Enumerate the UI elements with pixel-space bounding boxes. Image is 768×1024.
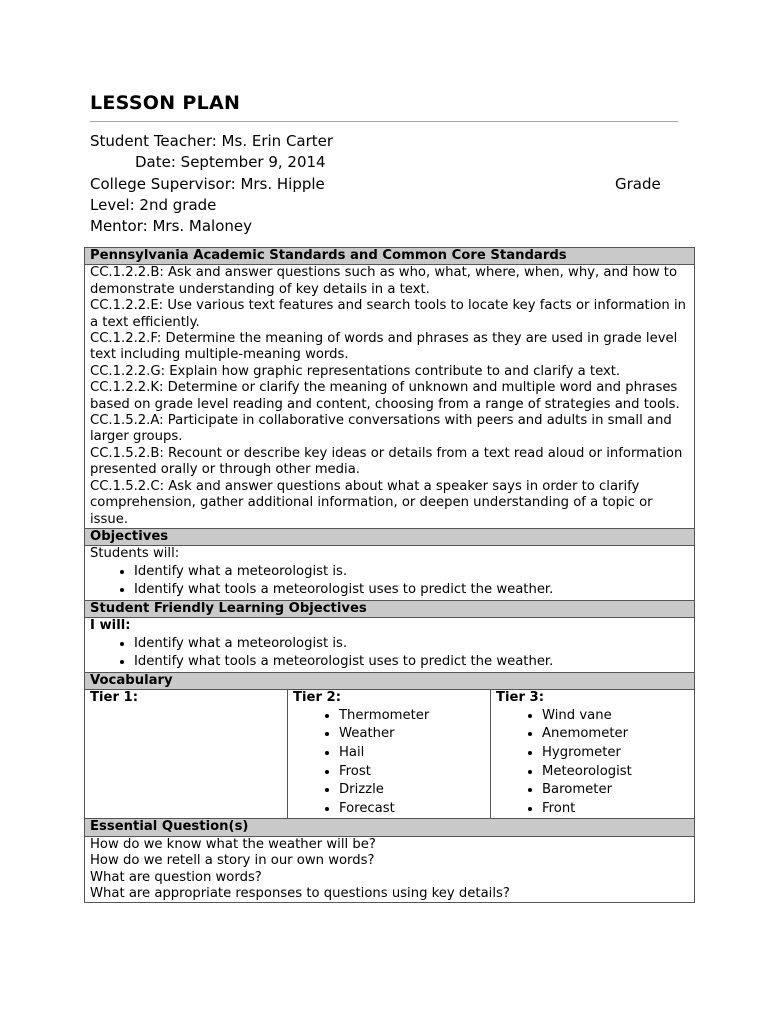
college-supervisor-line [90, 174, 680, 195]
tier3-cell [491, 690, 695, 819]
objectives-intro: Students will: [90, 546, 180, 562]
standard-item: CC.1.2.2.F: Determine the meaning of words and phrases as they are used in grade level text including multiple-meaning words. [90, 331, 678, 363]
tier2-list [293, 707, 485, 819]
essential-questions-cell [85, 836, 695, 903]
list-item: • Thermometer [339, 707, 485, 726]
student-objectives-heading: Student Friendly Learning Objectives [85, 600, 695, 617]
list-item: • Identify what tools a meteorologist uses to predict the weather. [134, 581, 689, 600]
vocabulary-heading: Vocabulary [85, 672, 695, 689]
objectives-cell [85, 546, 695, 601]
question-item: What are appropriate responses to questions using key details? [90, 885, 510, 901]
list-item: • Forecast [339, 800, 485, 819]
list-item: • Drizzle [339, 781, 485, 800]
title-divider [90, 121, 678, 122]
standard-item: CC.1.2.2.B: Ask and answer questions such as who, what, where, when, why, and how to demonstrate understanding of key details in a text. [90, 265, 678, 297]
list-item: • Identify what tools a meteorologist uses to predict the weather. [134, 653, 689, 672]
level-line: Level: 2nd grade [90, 195, 217, 214]
list-item: • Meteorologist [542, 763, 689, 782]
standard-item: CC.1.2.2.K: Determine or clarify the meaning of unknown and multiple word and phrases based on grade level reading and content, choosing from a range of strategies and tools. [90, 380, 680, 412]
grade-label: Grade [615, 174, 661, 193]
student-objectives-intro: I will: [90, 618, 131, 634]
list-item: • Weather [339, 725, 485, 744]
student-teacher-line: Student Teacher: Ms. Erin Carter [90, 132, 334, 150]
standard-item: CC.1.5.2.A: Participate in collaborative conversations with peers and adults in small and larger groups. [90, 413, 672, 445]
standards-heading: Pennsylvania Academic Standards and Common Core Standards [85, 248, 695, 265]
standard-item: CC.1.5.2.B: Recount or describe key ideas or details from a text read aloud or information presented orally or through other media. [90, 445, 683, 478]
list-item: • Barometer [542, 781, 689, 800]
mentor-line: Mentor: Mrs. Maloney [90, 217, 253, 236]
standard-item: CC.1.5.2.C: Ask and answer questions about what a speaker says in order to clarify comprehension, gather additional information, or deepen understanding of a topic or issue. [90, 478, 653, 527]
list-item: • Hail [339, 744, 485, 763]
student-objectives-list [90, 635, 689, 672]
question-item: How do we retell a story in our own words? [90, 853, 375, 869]
tier1-cell [85, 690, 288, 819]
page-title: LESSON PLAN [90, 92, 241, 114]
lesson-plan-table [84, 247, 695, 903]
college-supervisor-text: College Supervisor: Mrs. Hipple [90, 174, 325, 193]
lesson-header-info [90, 131, 680, 237]
standard-item: CC.1.2.2.G: Explain how graphic representations contribute to and clarify a text. [90, 363, 621, 379]
tier2-cell [288, 690, 491, 819]
standard-item: CC.1.2.2.E: Use various text features and search tools to locate key facts or information in a text efficiently. [90, 298, 686, 330]
objectives-list [90, 563, 689, 600]
list-item: • Identify what a meteorologist is. [134, 635, 689, 654]
list-item: • Anemometer [542, 725, 689, 744]
tier1-label: Tier 1: [90, 690, 139, 706]
question-item: How do we know what the weather will be? [90, 836, 376, 852]
list-item: • Identify what a meteorologist is. [134, 563, 689, 582]
list-item: • Front [542, 800, 689, 819]
date-line: Date: September 9, 2014 [135, 153, 326, 172]
tier3-list [496, 707, 689, 819]
question-item: What are question words? [90, 869, 262, 885]
list-item: • Wind vane [542, 707, 689, 726]
standards-cell [85, 265, 695, 529]
essential-questions-heading: Essential Question(s) [85, 819, 695, 836]
tier2-label: Tier 2: [293, 690, 342, 706]
student-objectives-cell [85, 618, 695, 673]
tier3-label: Tier 3: [496, 690, 545, 706]
objectives-heading: Objectives [85, 528, 695, 545]
list-item: • Frost [339, 763, 485, 782]
list-item: • Hygrometer [542, 744, 689, 763]
